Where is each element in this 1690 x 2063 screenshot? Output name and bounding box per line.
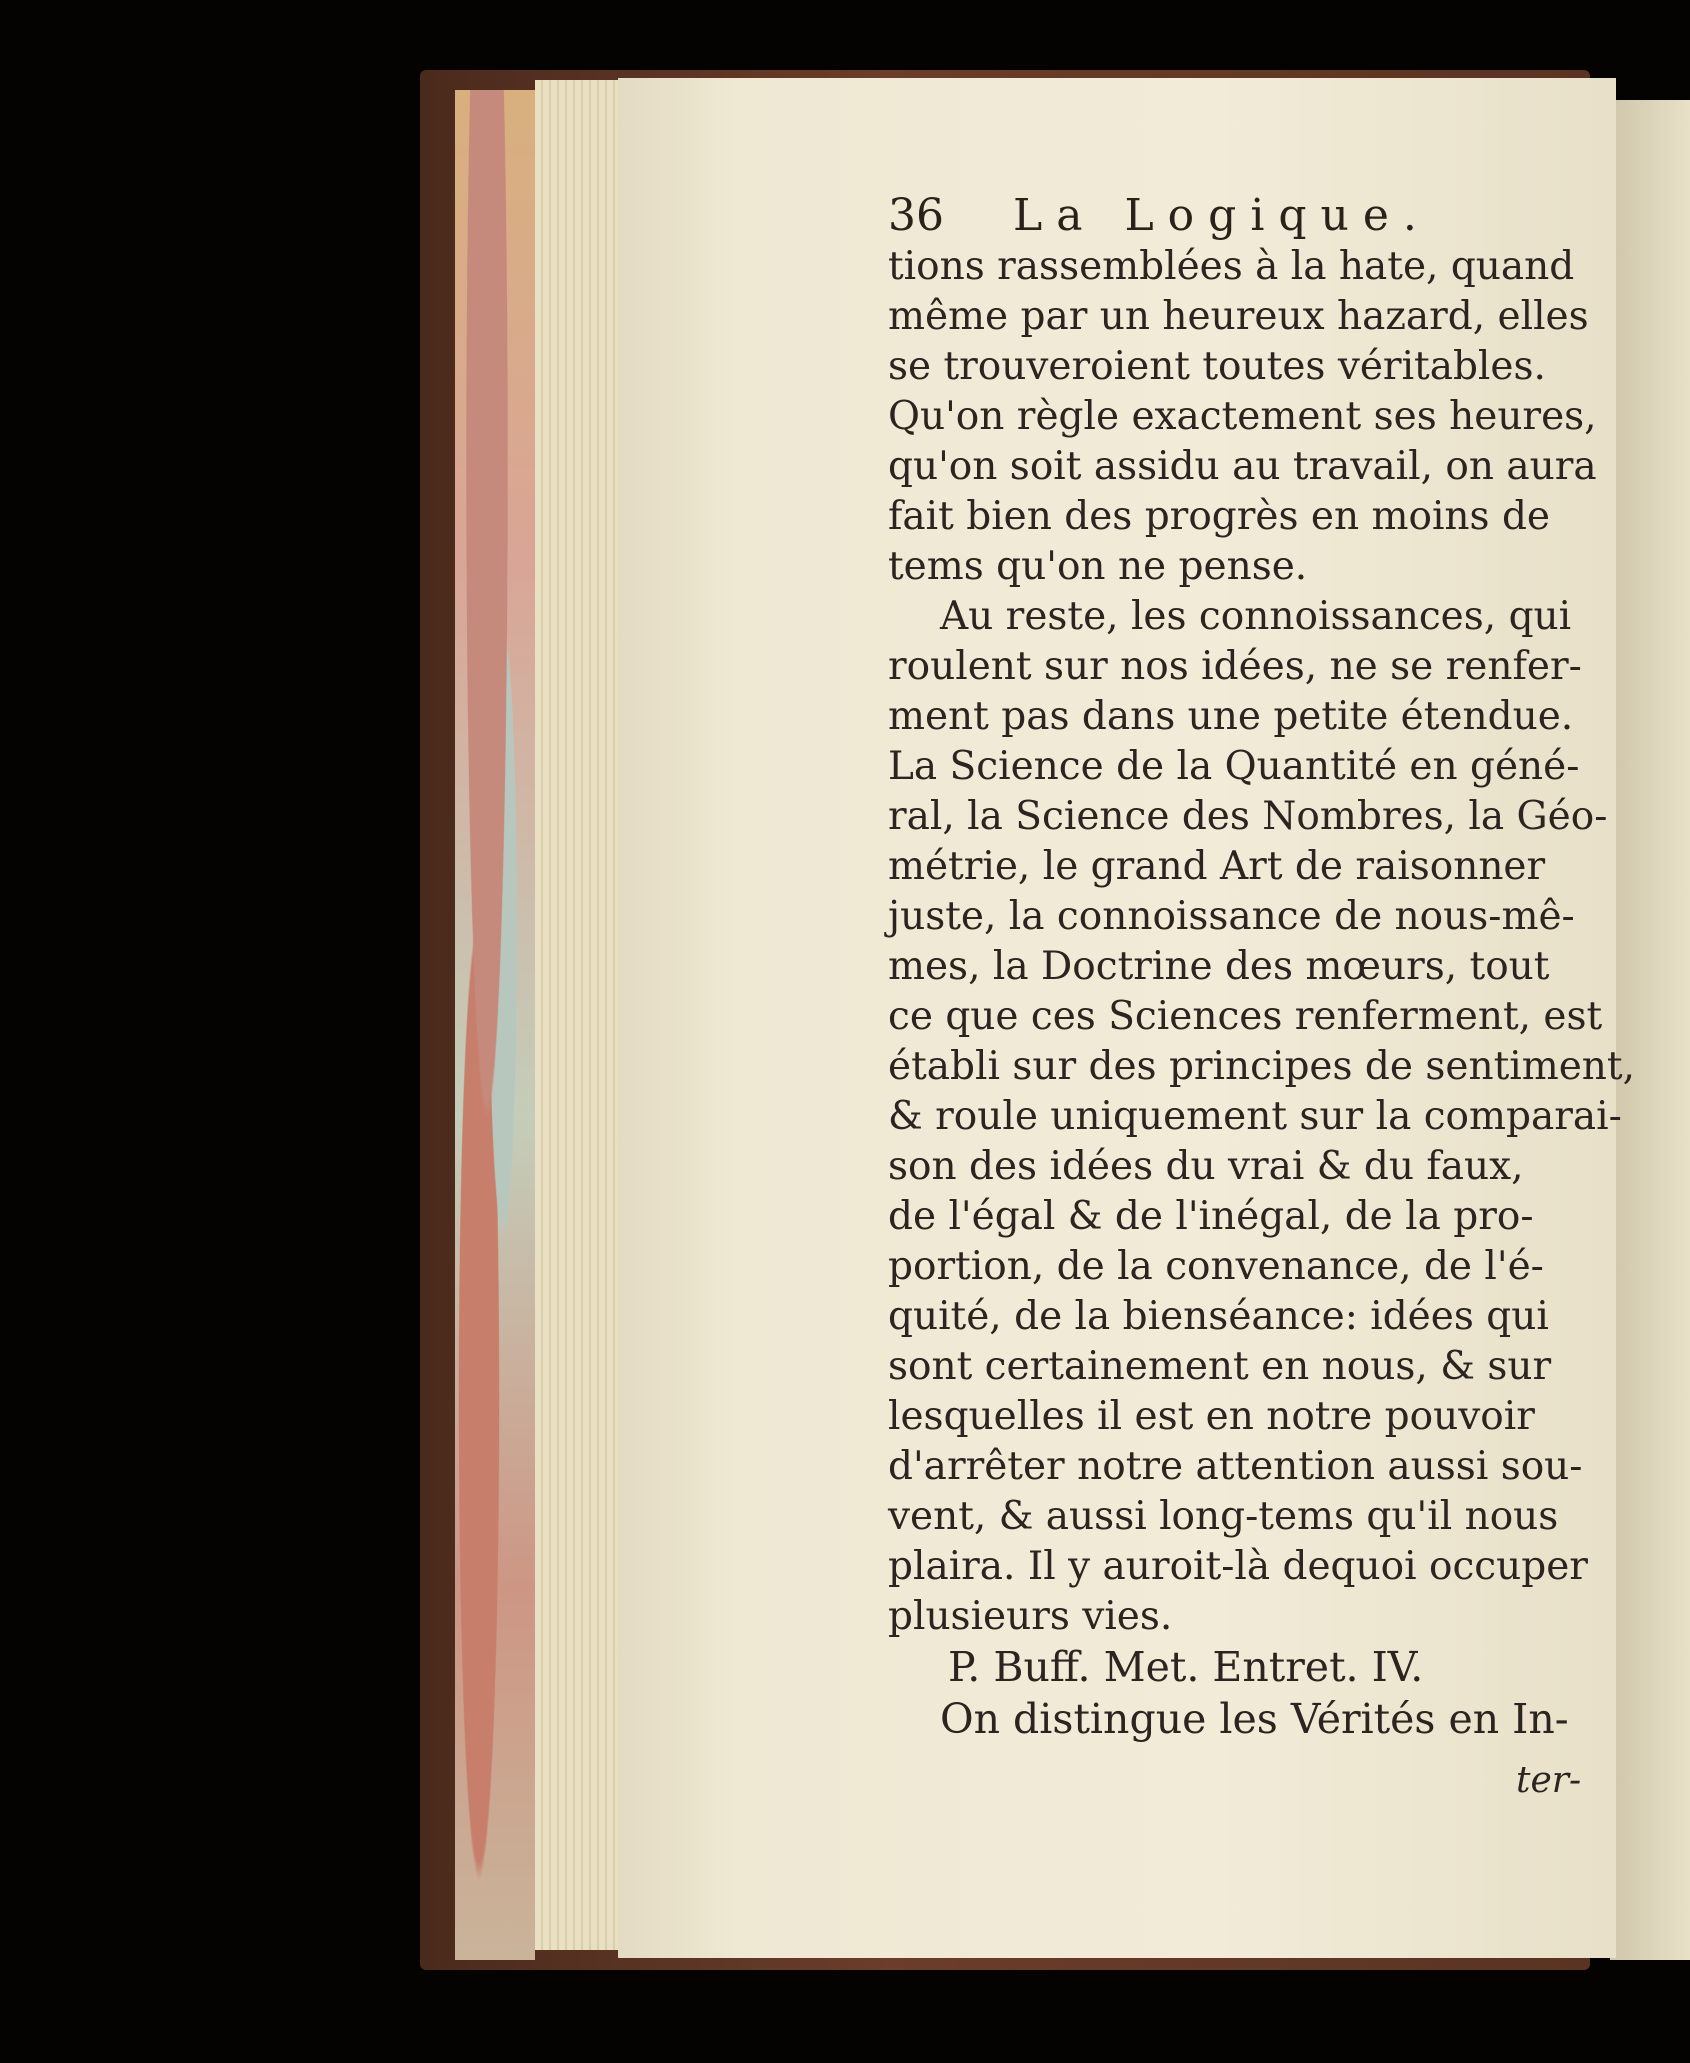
text-line: se trouveroient toutes véritables. — [888, 344, 1546, 389]
text-line: mes, la Doctrine des mœurs, tout — [888, 944, 1550, 989]
text-line: d'arrêter notre attention aussi sou- — [888, 1444, 1583, 1489]
page-number: 36 — [888, 190, 944, 241]
text-line: son des idées du vrai & du faux, — [888, 1144, 1524, 1189]
text-line: tions rassemblées à la hate, quand — [888, 244, 1575, 289]
body-text — [888, 242, 1635, 1743]
citation-line: P. Buff. Met. Entret. IV. — [948, 1643, 1424, 1691]
catchword: ter- — [1516, 1760, 1582, 1801]
text-line: sont certainement en nous, & sur — [888, 1344, 1552, 1389]
page-header — [888, 190, 1468, 246]
text-line: On distingue les Vérités en In- — [940, 1695, 1569, 1743]
text-line: ral, la Science des Nombres, la Géo- — [888, 794, 1608, 839]
text-line: qu'on soit assidu au travail, on aura — [888, 444, 1597, 489]
text-line: roulent sur nos idées, ne se renfer- — [888, 644, 1582, 689]
facing-page-edge — [1610, 100, 1690, 1960]
text-line: & roule uniquement sur la comparai- — [888, 1094, 1622, 1139]
marbled-endpaper — [455, 90, 535, 1960]
text-line: même par un heureux hazard, elles — [888, 294, 1589, 339]
text-line: ment pas dans une petite étendue. — [888, 694, 1574, 739]
text-line: plusieurs vies. — [888, 1594, 1173, 1639]
text-line: métrie, le grand Art de raisonner — [888, 844, 1546, 889]
running-title: La Logique. — [1013, 190, 1431, 241]
text-line: Au reste, les connoissances, qui — [940, 594, 1572, 639]
text-line: établi sur des principes de sentiment, — [888, 1044, 1635, 1089]
text-line: La Science de la Quantité en géné- — [888, 744, 1580, 789]
text-line: quité, de la bienséance: idées qui — [888, 1294, 1549, 1339]
text-line: tems qu'on ne pense. — [888, 544, 1308, 589]
text-line: lesquelles il est en notre pouvoir — [888, 1394, 1535, 1439]
text-line: fait bien des progrès en moins de — [888, 494, 1551, 539]
page-edges — [535, 80, 620, 1950]
text-line: Qu'on règle exactement ses heures, — [888, 394, 1597, 439]
text-line: portion, de la convenance, de l'é- — [888, 1244, 1544, 1289]
text-line: juste, la connoissance de nous-mê- — [888, 894, 1575, 939]
text-line: de l'égal & de l'inégal, de la pro- — [888, 1194, 1534, 1239]
text-line: ce que ces Sciences renferment, est — [888, 994, 1603, 1039]
text-line: plaira. Il y auroit-là dequoi occuper — [888, 1544, 1588, 1589]
text-line: vent, & aussi long-tems qu'il nous — [888, 1494, 1559, 1539]
